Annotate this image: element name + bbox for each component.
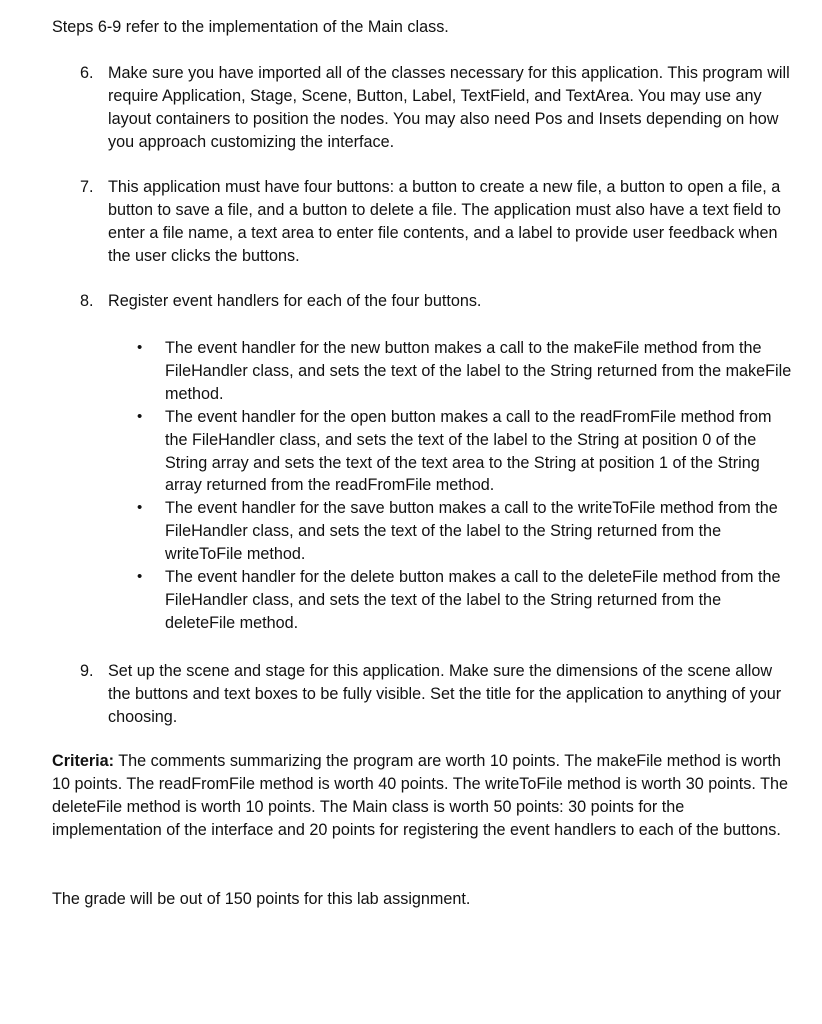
step-number: 6. <box>80 64 94 82</box>
intro-paragraph: Steps 6-9 refer to the implementation of the Main class. <box>52 18 449 36</box>
bullet-text: The event handler for the delete button makes a call to the deleteFile method from the FileHandler class, and sets the text of the label to the String returned from the deleteFile method. <box>165 568 781 632</box>
criteria-label: Criteria: <box>52 752 115 770</box>
list-item <box>0 337 822 406</box>
grade-note: The grade will be out of 150 points for this lab assignment. <box>52 890 471 908</box>
step-number: 7. <box>80 178 94 196</box>
criteria-paragraph <box>52 750 792 842</box>
bullet-icon: • <box>137 339 143 356</box>
criteria-text: The comments summarizing the program are worth 10 points. The makeFile method is worth 10 points. The readFromFile method is worth 40 points. The writeToFile method is worth 30 points. The deleteFile method is worth 10 points. The Main class is worth 50 points: 30 points for the implementation of the interface and 20 points for registering the event handlers to each of the buttons. <box>52 752 788 839</box>
step-number: 9. <box>80 662 94 680</box>
step-text: This application must have four buttons: a button to create a new file, a button to open a file, a button to save a file, and a button to delete a file. The application must also have a text field to enter a file name, a text area to enter file contents, and a label to provide user feedback when the user clicks the buttons. <box>108 178 781 265</box>
step-text: Register event handlers for each of the four buttons. <box>108 292 482 310</box>
step-text: Make sure you have imported all of the classes necessary for this application. This program will require Application, Stage, Scene, Button, Label, TextField, and TextArea. You may use any layout containers to position the nodes. You may also need Pos and Insets depending on how you approach customizing the interface. <box>108 64 790 151</box>
bullet-text: The event handler for the open button makes a call to the readFromFile method from the FileHandler class, and sets the text of the label to the String at position 0 of the String array and sets the text of the text area to the String at position 1 of the String array returned from the readFromFile method. <box>165 407 772 495</box>
bullet-icon: • <box>137 568 143 586</box>
list-item <box>0 566 822 635</box>
step-text: Set up the scene and stage for this application. Make sure the dimensions of the scene allow the buttons and text boxes to be fully visible. Set the title for the application to anything of your choosing. <box>108 662 782 726</box>
bullet-icon: • <box>137 499 143 517</box>
bullet-text: The event handler for the save button makes a call to the writeToFile method from the FileHandler class, and sets the text of the label to the String returned from the writeToFile method. <box>165 499 778 564</box>
event-handler-bullet-list <box>0 337 822 635</box>
bullet-icon: • <box>137 407 143 425</box>
list-item <box>0 497 822 566</box>
list-item <box>0 406 822 498</box>
bullet-text: The event handler for the new button makes a call to the makeFile method from the FileHandler class, and sets the text of the label to the String returned from the makeFile method. <box>165 339 792 403</box>
step-number: 8. <box>80 292 94 310</box>
